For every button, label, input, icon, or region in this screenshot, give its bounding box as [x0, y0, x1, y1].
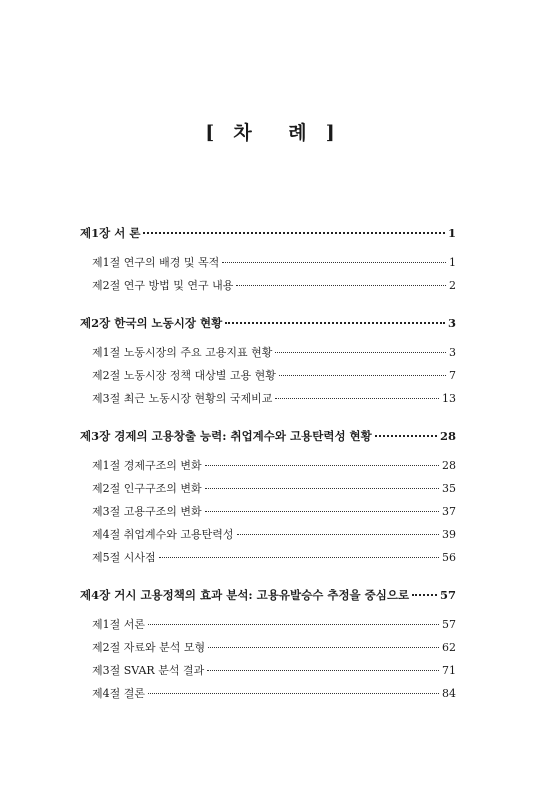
page-number: 28	[439, 429, 456, 443]
section-label: 제3절 고용구조의 변화	[92, 505, 202, 518]
dot-leader	[205, 465, 439, 466]
toc-section-entry[interactable]	[80, 613, 456, 636]
dot-leader	[412, 594, 437, 596]
dot-leader	[143, 232, 445, 234]
toc-section-entry[interactable]	[80, 454, 456, 477]
dot-leader	[279, 375, 446, 376]
section-label: 제2절 인구구조의 변화	[92, 482, 202, 495]
toc-chapter-entry[interactable]	[80, 312, 456, 335]
page-number: 57	[442, 618, 456, 631]
page-number: 37	[442, 505, 456, 518]
section-label: 제3절 최근 노동시장 현황의 국제비교	[92, 392, 273, 405]
section-label: 제2절 자료와 분석 모형	[92, 641, 206, 654]
toc-chapter-2	[80, 312, 456, 410]
dot-leader	[236, 285, 446, 286]
page-number: 2	[449, 279, 456, 292]
toc-section-entry[interactable]	[80, 500, 456, 523]
page-number: 84	[442, 687, 456, 700]
toc-section-entry[interactable]	[80, 341, 456, 364]
section-label: 제2절 노동시장 정책 대상별 고용 현황	[92, 369, 276, 382]
section-label: 제1절 경제구조의 변화	[92, 459, 202, 472]
dot-leader	[148, 624, 439, 625]
toc-chapter-3	[80, 425, 456, 569]
toc-section-entry[interactable]	[80, 523, 456, 546]
page-number: 3	[447, 316, 456, 330]
page-number: 13	[442, 392, 456, 405]
toc-chapter-entry[interactable]	[80, 584, 456, 607]
section-label: 제4절 결론	[92, 687, 145, 700]
page-number: 7	[449, 369, 456, 382]
page-number: 28	[442, 459, 456, 472]
dot-leader	[237, 534, 439, 535]
dot-leader	[205, 488, 439, 489]
chapter-label: 제2장 한국의 노동시장 현황	[80, 316, 223, 330]
page-number: 3	[449, 346, 456, 359]
section-label: 제2절 연구 방법 및 연구 내용	[92, 279, 234, 292]
page-number: 57	[439, 588, 456, 602]
section-label: 제3절 SVAR 분석 결과	[92, 664, 205, 677]
dot-leader	[275, 398, 439, 399]
section-label: 제5절 시사점	[92, 551, 156, 564]
table-of-contents	[80, 222, 456, 720]
page-number: 56	[442, 551, 456, 564]
toc-section-entry[interactable]	[80, 546, 456, 569]
page-number: 1	[449, 256, 456, 269]
section-label: 제4절 취업계수와 고용탄력성	[92, 528, 234, 541]
dot-leader	[375, 435, 437, 437]
dot-leader	[148, 693, 439, 694]
page-number: 39	[442, 528, 456, 541]
chapter-label: 제4장 거시 고용정책의 효과 분석: 고용유발승수 추정을 중심으로	[80, 588, 410, 602]
section-label: 제1절 연구의 배경 및 목적	[92, 256, 220, 269]
page-title: [ 차 례 ]	[205, 122, 337, 144]
page-number: 71	[442, 664, 456, 677]
dot-leader	[205, 511, 439, 512]
toc-section-entry[interactable]	[80, 364, 456, 387]
section-label: 제1절 노동시장의 주요 고용지표 현황	[92, 346, 273, 359]
toc-chapter-4	[80, 584, 456, 705]
toc-chapter-1	[80, 222, 456, 297]
dot-leader	[207, 670, 439, 671]
page-number: 1	[447, 226, 456, 240]
chapter-label: 제3장 경제의 고용창출 능력: 취업계수와 고용탄력성 현황	[80, 429, 372, 443]
chapter-label: 제1장 서 론	[80, 226, 141, 240]
toc-section-entry[interactable]	[80, 387, 456, 410]
toc-chapter-entry[interactable]	[80, 425, 456, 448]
dot-leader	[159, 557, 439, 558]
dot-leader	[275, 352, 446, 353]
toc-chapter-entry[interactable]	[80, 222, 456, 245]
dot-leader	[222, 262, 446, 263]
toc-section-entry[interactable]	[80, 274, 456, 297]
page-number: 62	[442, 641, 456, 654]
toc-section-entry[interactable]	[80, 682, 456, 705]
dot-leader	[208, 647, 439, 648]
page-number: 35	[442, 482, 456, 495]
dot-leader	[225, 322, 445, 324]
toc-section-entry[interactable]	[80, 636, 456, 659]
toc-section-entry[interactable]	[80, 477, 456, 500]
toc-section-entry[interactable]	[80, 251, 456, 274]
toc-section-entry[interactable]	[80, 659, 456, 682]
section-label: 제1절 서론	[92, 618, 145, 631]
